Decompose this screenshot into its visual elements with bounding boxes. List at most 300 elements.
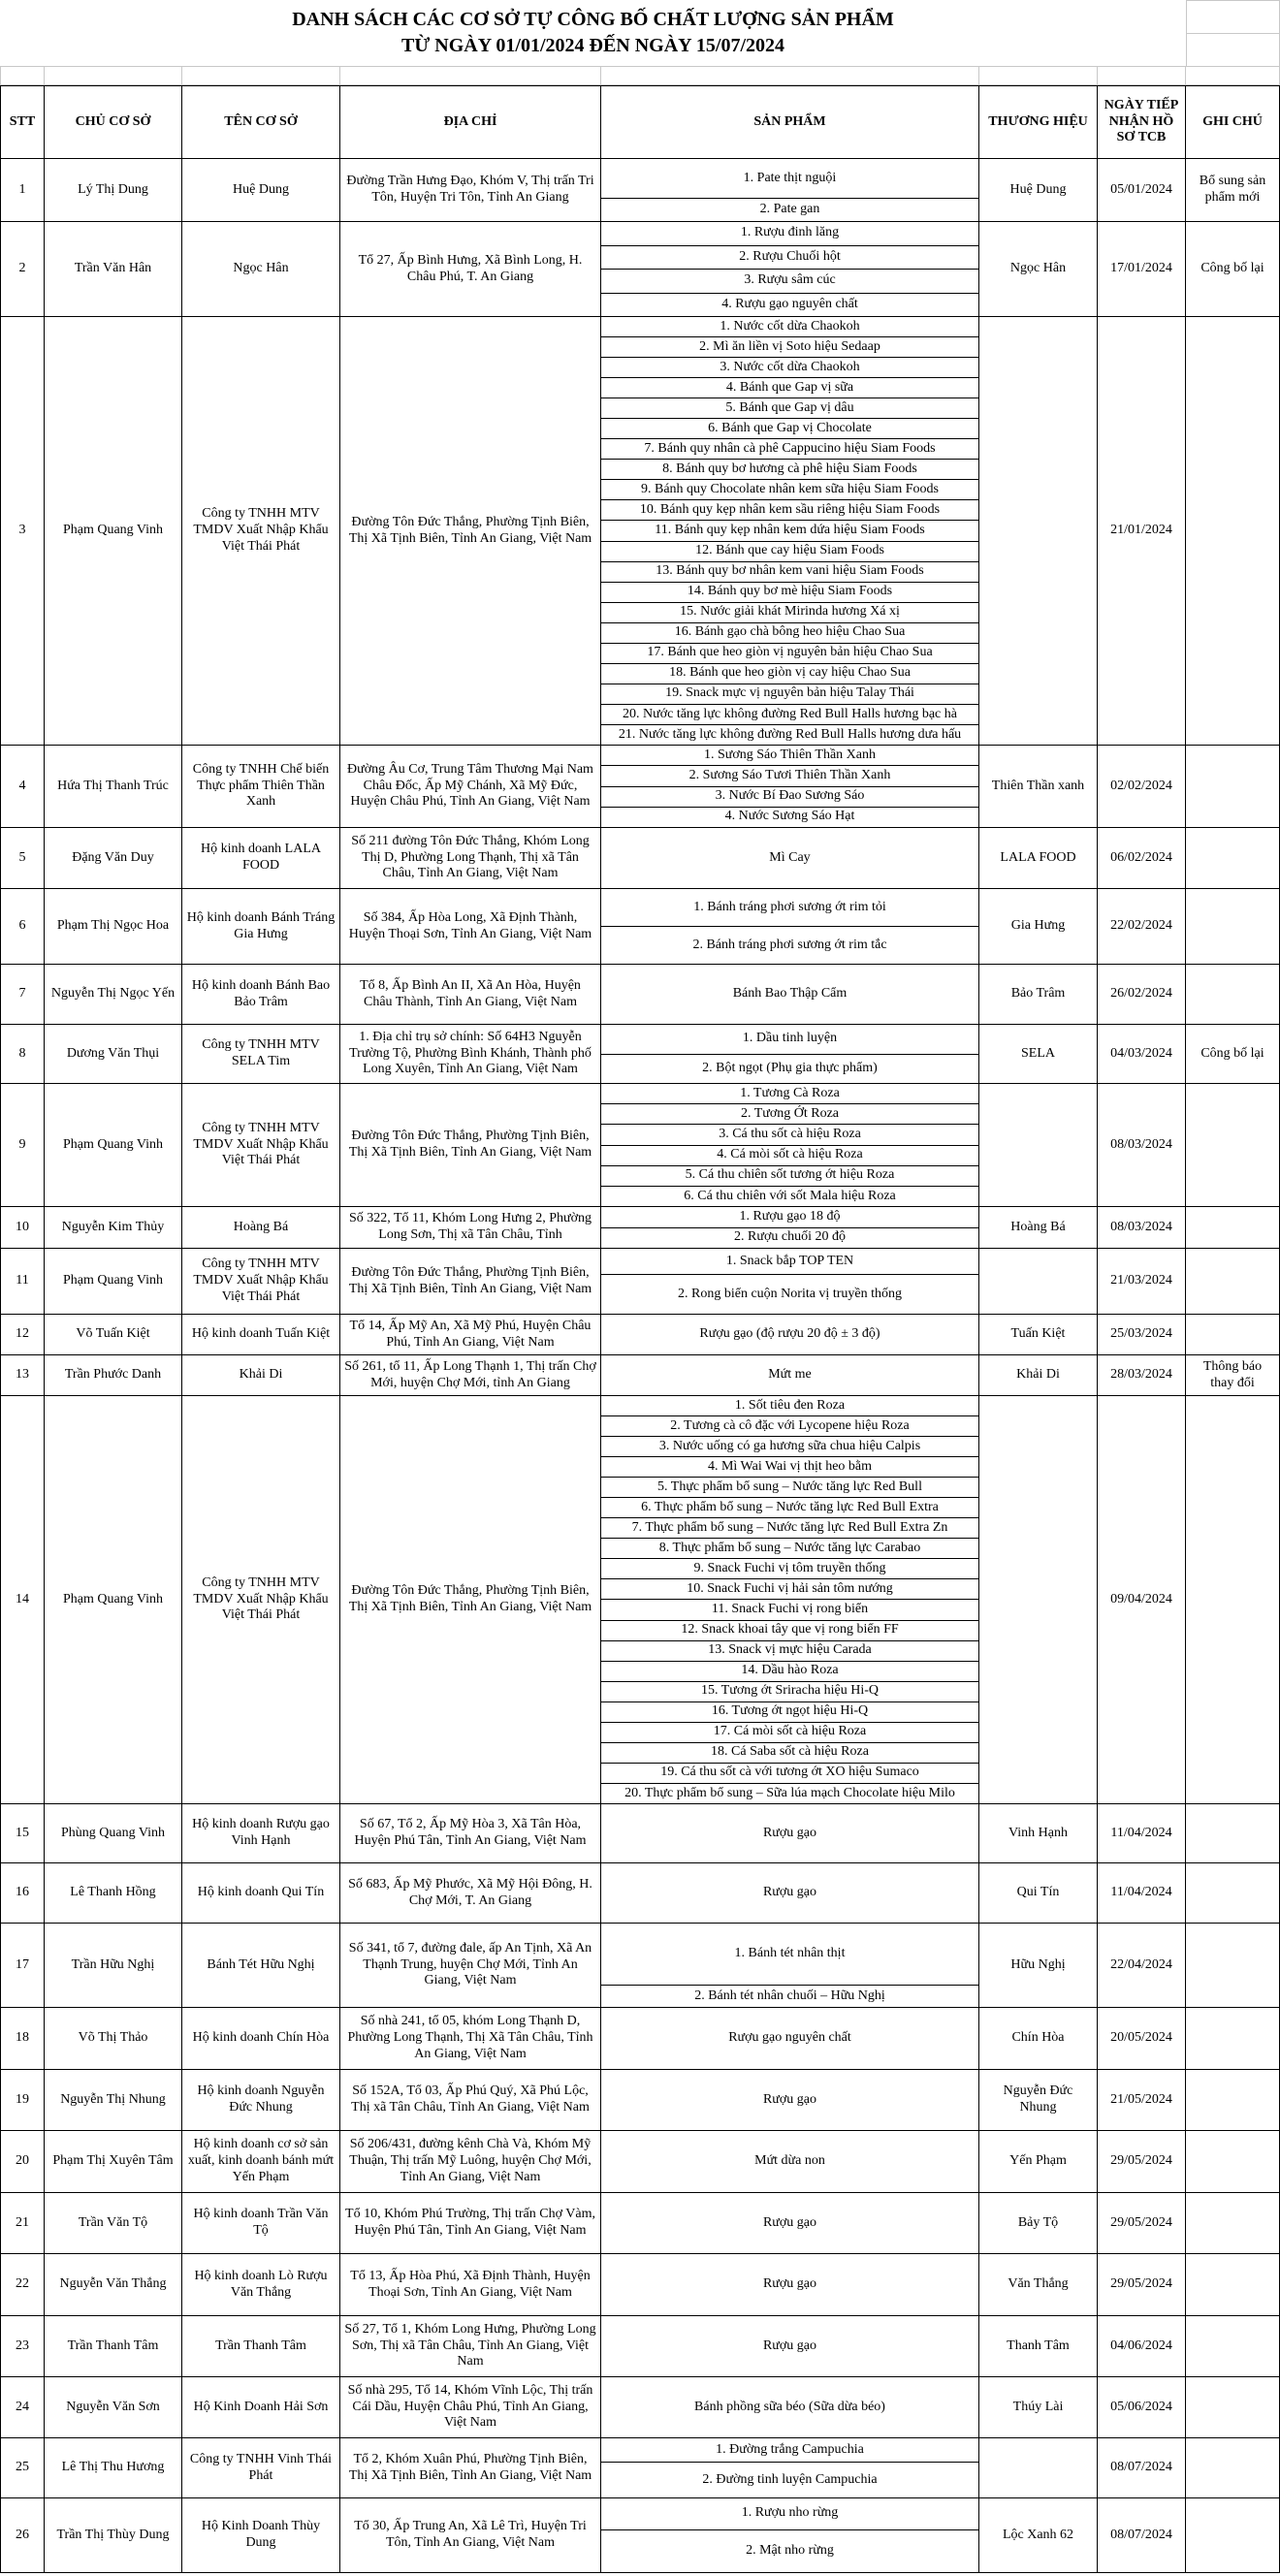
facility-name-cell: Ngọc Hân [182, 222, 340, 317]
products-cell [601, 889, 979, 965]
received-date-cell: 28/03/2024 [1098, 1355, 1186, 1396]
products-cell [601, 2316, 979, 2377]
brand-cell: Chín Hòa [979, 2008, 1098, 2070]
address-cell: Đường Âu Cơ, Trung Tâm Thương Mại Nam Châu Đốc, Ấp Mỹ Chánh, Xã Mỹ Đức, Huyện Châu Phú, Tỉnh An Giang, Việt Nam [340, 746, 601, 828]
stt-cell: 24 [0, 2377, 45, 2438]
owner-cell: Phạm Quang Vinh [45, 317, 182, 746]
table-row [0, 889, 1280, 965]
received-date-cell: 20/05/2024 [1098, 2008, 1186, 2070]
owner-cell: Trần Thanh Tâm [45, 2316, 182, 2377]
products-cell [601, 2498, 979, 2573]
empty-cell [1098, 66, 1186, 85]
brand-cell: Bảy Tộ [979, 2193, 1098, 2254]
note-cell: Bổ sung sản phẩm mới [1186, 159, 1280, 222]
owner-cell: Trần Phước Danh [45, 1355, 182, 1396]
stt-cell: 9 [0, 1084, 45, 1207]
brand-cell [979, 2438, 1098, 2498]
product-item: 6. Thực phẩm bổ sung – Nước tăng lực Red Bull Extra [601, 1497, 978, 1517]
note-cell [1186, 828, 1280, 889]
owner-cell: Phạm Quang Vinh [45, 1249, 182, 1315]
product-item: Mứt dừa non [754, 2153, 825, 2169]
brand-cell: Ngọc Hân [979, 222, 1098, 317]
products-cell [601, 1355, 979, 1396]
note-cell: Công bố lại [1186, 222, 1280, 317]
column-header-received-date: NGÀY TIẾP NHẬN HỒ SƠ TCB [1098, 85, 1186, 159]
address-cell: Đường Tôn Đức Thắng, Phường Tịnh Biên, Thị Xã Tịnh Biên, Tỉnh An Giang, Việt Nam [340, 1084, 601, 1207]
owner-cell: Trần Hữu Nghị [45, 1924, 182, 2008]
empty-spacer-row [0, 66, 1280, 85]
product-item: 2. Rượu Chuối hột [601, 245, 978, 270]
owner-cell: Phạm Quang Vinh [45, 1396, 182, 1804]
product-item: 4. Mì Wai Wai vị thịt heo bằm [601, 1456, 978, 1477]
products-cell [601, 1249, 979, 1315]
address-cell: Số nhà 241, tổ 05, khóm Long Thạnh D, Phường Long Thạnh, Thị Xã Tân Châu, Tỉnh An Giang, Việt Nam [340, 2008, 601, 2070]
column-header-note: GHI CHÚ [1186, 85, 1280, 159]
table-row [0, 317, 1280, 746]
address-cell: 1. Địa chỉ trụ sở chính: Số 64H3 Nguyễn Trường Tộ, Phường Bình Khánh, Thành phố Long Xuyên, Tỉnh An Giang, Việt Nam [340, 1025, 601, 1084]
stt-cell: 1 [0, 159, 45, 222]
received-date-cell: 21/01/2024 [1098, 317, 1186, 746]
note-cell [1186, 2008, 1280, 2070]
owner-cell: Lý Thị Dung [45, 159, 182, 222]
product-item: 1. Sương Sáo Thiên Thần Xanh [703, 747, 877, 762]
products-cell [601, 1924, 979, 2008]
facility-name-cell: Hộ Kinh Doanh Thùy Dung [182, 2498, 340, 2573]
product-item: 4. Cá mòi sốt cà hiệu Roza [601, 1145, 978, 1165]
product-item: 2. Rong biển cuộn Norita vị truyền thống [601, 1274, 978, 1314]
product-item: 1. Sốt tiêu đen Roza [734, 1397, 846, 1413]
document-subtitle: TỪ NGÀY 01/01/2024 ĐẾN NGÀY 15/07/2024 [401, 35, 784, 56]
address-cell: Số 206/431, đường kênh Chà Và, Khóm Mỹ Thuận, Thị trấn Mỹ Luông, huyện Chợ Mới, Tỉnh An Giang, Việt Nam [340, 2131, 601, 2193]
note-cell: Thông báo thay đổi [1186, 1355, 1280, 1396]
received-date-cell: 29/05/2024 [1098, 2254, 1186, 2316]
brand-cell [979, 1396, 1098, 1804]
product-item: 12. Bánh que cay hiệu Siam Foods [601, 541, 978, 561]
owner-cell: Nguyễn Thị Nhung [45, 2070, 182, 2131]
facility-name-cell: Công ty TNHH Chế biến Thực phẩm Thiên Thần Xanh [182, 746, 340, 828]
empty-cell [1186, 66, 1280, 85]
facility-name-cell: Huệ Dung [182, 159, 340, 222]
product-item: 2. Bánh tét nhân chuối – Hữu Nghị [601, 1985, 978, 2007]
note-cell [1186, 1804, 1280, 1863]
products-cell [601, 2008, 979, 2070]
product-item: 5. Cá thu chiên sốt tương ớt hiệu Roza [601, 1165, 978, 1186]
address-cell: Số 322, Tổ 11, Khóm Long Hưng 2, Phường Long Sơn, Thị xã Tân Châu, Tỉnh [340, 1207, 601, 1249]
received-date-cell: 08/07/2024 [1098, 2438, 1186, 2498]
products-cell [601, 1863, 979, 1924]
stt-cell: 15 [0, 1804, 45, 1863]
products-cell [601, 2254, 979, 2316]
product-item: Rượu gạo [762, 1885, 817, 1900]
product-item: 18. Bánh que heo giòn vị cay hiệu Chao Sua [601, 663, 978, 684]
stt-cell: 3 [0, 317, 45, 746]
products-cell [601, 2438, 979, 2498]
facility-name-cell: Hộ kinh doanh Nguyễn Đức Nhung [182, 2070, 340, 2131]
owner-cell: Nguyễn Thị Ngọc Yến [45, 965, 182, 1025]
gridline [1186, 0, 1280, 1]
product-item: 2. Mì ăn liền vị Soto hiệu Sedaap [601, 336, 978, 357]
product-item: 8. Bánh quy bơ hương cà phê hiệu Siam Foods [601, 459, 978, 479]
stt-cell: 16 [0, 1863, 45, 1924]
product-item: Rượu gạo [762, 2091, 817, 2107]
received-date-cell: 11/04/2024 [1098, 1804, 1186, 1863]
product-item: 13. Snack vị mực hiệu Carada [601, 1640, 978, 1661]
brand-cell: Thiên Thần xanh [979, 746, 1098, 828]
stt-cell: 2 [0, 222, 45, 317]
received-date-cell: 09/04/2024 [1098, 1396, 1186, 1804]
empty-cell [0, 66, 45, 85]
product-item: Rượu gạo [762, 2276, 817, 2292]
note-cell [1186, 1207, 1280, 1249]
product-item: Rượu gạo [762, 2337, 817, 2353]
brand-cell: Gia Hưng [979, 889, 1098, 965]
table-body [0, 159, 1280, 2573]
address-cell: Số 211 đường Tôn Đức Thắng, Khóm Long Thị D, Phường Long Thạnh, Thị xã Tân Châu, Tỉnh An Giang, Việt Nam [340, 828, 601, 889]
stt-cell: 18 [0, 2008, 45, 2070]
stt-cell: 12 [0, 1315, 45, 1355]
stt-cell: 6 [0, 889, 45, 965]
facility-name-cell: Khải Di [182, 1355, 340, 1396]
product-item: 4. Rượu gạo nguyên chất [601, 293, 978, 317]
product-item: Mứt me [768, 1367, 812, 1383]
column-header-products: SẢN PHẨM [601, 85, 979, 159]
product-item: Rượu gạo [762, 2214, 817, 2230]
address-cell: Số 152A, Tổ 03, Ấp Phú Quý, Xã Phú Lộc, Thị xã Tân Châu, Tỉnh An Giang, Việt Nam [340, 2070, 601, 2131]
products-cell [601, 1315, 979, 1355]
title-block [0, 7, 1186, 59]
table-row [0, 1025, 1280, 1084]
document-title: DANH SÁCH CÁC CƠ SỞ TỰ CÔNG BỐ CHẤT LƯỢNG SẢN PHẨM [292, 9, 894, 30]
product-item: 10. Snack Fuchi vị hải sản tôm nướng [601, 1578, 978, 1599]
stt-cell: 4 [0, 746, 45, 828]
product-item: 10. Bánh quy kẹp nhân kem sầu riêng hiệu Siam Foods [601, 499, 978, 520]
brand-cell: Tuấn Kiệt [979, 1315, 1098, 1355]
owner-cell: Dương Văn Thụi [45, 1025, 182, 1084]
note-cell [1186, 2316, 1280, 2377]
stt-cell: 25 [0, 2438, 45, 2498]
product-item: 20. Nước tăng lực không đường Red Bull Halls hương bạc hà [601, 704, 978, 724]
brand-cell [979, 1084, 1098, 1207]
brand-cell: Nguyễn Đức Nhung [979, 2070, 1098, 2131]
product-item: 19. Snack mực vị nguyên bản hiệu Talay Thái [601, 684, 978, 704]
address-cell: Tổ 2, Khóm Xuân Phú, Phường Tịnh Biên, Thị Xã Tịnh Biên, Tỉnh An Giang, Việt Nam [340, 2438, 601, 2498]
product-item: 2. Pate gan [601, 198, 978, 221]
note-cell [1186, 2254, 1280, 2316]
product-item: 5. Bánh que Gap vị dâu [601, 398, 978, 418]
product-item: 2. Mật nho rừng [601, 2529, 978, 2572]
owner-cell: Nguyễn Văn Sơn [45, 2377, 182, 2438]
received-date-cell: 26/02/2024 [1098, 965, 1186, 1025]
owner-cell: Nguyễn Văn Thắng [45, 2254, 182, 2316]
note-cell [1186, 2377, 1280, 2438]
facility-name-cell: Hộ kinh doanh Bánh Bao Bảo Trâm [182, 965, 340, 1025]
product-item: Rượu gạo nguyên chất [728, 2030, 851, 2046]
product-item: 7. Thực phẩm bổ sung – Nước tăng lực Red Bull Extra Zn [601, 1517, 978, 1538]
owner-cell: Võ Thị Thảo [45, 2008, 182, 2070]
product-item: Rượu gạo [762, 1825, 817, 1840]
product-item: 1. Nước cốt dừa Chaokoh [720, 318, 860, 334]
brand-cell: Hoàng Bá [979, 1207, 1098, 1249]
product-item: 6. Cá thu chiên với sốt Mala hiệu Roza [601, 1186, 978, 1206]
product-item: 1. Dầu tinh luyện [742, 1031, 838, 1046]
brand-cell: Qui Tín [979, 1863, 1098, 1924]
received-date-cell: 05/01/2024 [1098, 159, 1186, 222]
received-date-cell: 25/03/2024 [1098, 1315, 1186, 1355]
product-item: 3. Nước Bí Đao Sương Sáo [601, 786, 978, 807]
product-item: 18. Cá Saba sốt cà hiệu Roza [601, 1742, 978, 1763]
table-row [0, 2438, 1280, 2498]
facility-name-cell: Công ty TNHH MTV SELA Tim [182, 1025, 340, 1084]
facility-name-cell: Bánh Tét Hữu Nghị [182, 1924, 340, 2008]
received-date-cell: 11/04/2024 [1098, 1863, 1186, 1924]
product-item: 1. Pate thịt nguội [743, 170, 837, 185]
product-item: 1. Snack bắp TOP TEN [725, 1253, 854, 1268]
product-item: 15. Nước giải khát Mirinda hương Xá xị [601, 602, 978, 622]
product-item: 2. Bột ngọt (Phụ gia thực phẩm) [601, 1054, 978, 1084]
product-item: 2. Sương Sáo Tươi Thiên Thần Xanh [601, 765, 978, 785]
products-cell [601, 1207, 979, 1249]
product-item: 9. Snack Fuchi vị tôm truyền thống [601, 1558, 978, 1578]
owner-cell: Trần Thị Thùy Dung [45, 2498, 182, 2573]
brand-cell: Yến Phạm [979, 2131, 1098, 2193]
received-date-cell: 08/03/2024 [1098, 1207, 1186, 1249]
note-cell [1186, 746, 1280, 828]
product-item: 17. Cá mòi sốt cà hiệu Roza [601, 1722, 978, 1742]
address-cell: Đường Tôn Đức Thắng, Phường Tịnh Biên, Thị Xã Tịnh Biên, Tỉnh An Giang, Việt Nam [340, 1396, 601, 1804]
table-row [0, 1804, 1280, 1863]
product-item: 6. Bánh que Gap vị Chocolate [601, 418, 978, 438]
product-item: 8. Thực phẩm bổ sung – Nước tăng lực Carabao [601, 1538, 978, 1558]
stt-cell: 17 [0, 1924, 45, 2008]
address-cell: Tổ 8, Ấp Bình An II, Xã An Hòa, Huyện Châu Thành, Tỉnh An Giang, Việt Nam [340, 965, 601, 1025]
facility-name-cell: Hộ kinh doanh Bánh Tráng Gia Hưng [182, 889, 340, 965]
owner-cell: Hứa Thị Thanh Trúc [45, 746, 182, 828]
owner-cell: Nguyễn Kim Thủy [45, 1207, 182, 1249]
column-header-facility-name: TÊN CƠ SỞ [182, 85, 340, 159]
table-row [0, 746, 1280, 828]
received-date-cell: 05/06/2024 [1098, 2377, 1186, 2438]
received-date-cell: 29/05/2024 [1098, 2131, 1186, 2193]
product-item: Rượu gạo (độ rượu 20 độ ± 3 độ) [699, 1326, 880, 1342]
brand-cell: Vinh Hạnh [979, 1804, 1098, 1863]
received-date-cell: 22/04/2024 [1098, 1924, 1186, 2008]
note-cell [1186, 1249, 1280, 1315]
received-date-cell: 06/02/2024 [1098, 828, 1186, 889]
empty-cell [601, 66, 979, 85]
product-item: 16. Tương ớt ngọt hiệu Hi-Q [601, 1701, 978, 1722]
brand-cell: Thúy Lài [979, 2377, 1098, 2438]
products-cell [601, 965, 979, 1025]
stt-cell: 19 [0, 2070, 45, 2131]
facility-name-cell: Hộ kinh doanh Trần Văn Tộ [182, 2193, 340, 2254]
address-cell: Tổ 14, Ấp Mỹ An, Xã Mỹ Phú, Huyện Châu Phú, Tỉnh An Giang, Việt Nam [340, 1315, 601, 1355]
facility-name-cell: Hộ kinh doanh LALA FOOD [182, 828, 340, 889]
stt-cell: 22 [0, 2254, 45, 2316]
brand-cell: Thanh Tâm [979, 2316, 1098, 2377]
stt-cell: 8 [0, 1025, 45, 1084]
owner-cell: Trần Văn Tộ [45, 2193, 182, 2254]
owner-cell: Phùng Quang Vinh [45, 1804, 182, 1863]
facility-name-cell: Hộ kinh doanh Lò Rượu Văn Thắng [182, 2254, 340, 2316]
received-date-cell: 08/07/2024 [1098, 2498, 1186, 2573]
product-item: 3. Cá thu sốt cà hiệu Roza [601, 1124, 978, 1144]
stt-cell: 20 [0, 2131, 45, 2193]
brand-cell [979, 1249, 1098, 1315]
note-cell [1186, 1084, 1280, 1207]
product-item: 13. Bánh quy bơ nhân kem vani hiệu Siam Foods [601, 561, 978, 582]
product-item: 2. Đường tinh luyện Campuchia [601, 2462, 978, 2497]
table-row [0, 965, 1280, 1025]
address-cell: Số nhà 295, Tổ 14, Khóm Vĩnh Lộc, Thị trấn Cái Dầu, Huyện Châu Phú, Tỉnh An Giang, Việt Nam [340, 2377, 601, 2438]
table-row [0, 2070, 1280, 2131]
note-cell [1186, 889, 1280, 965]
stt-cell: 14 [0, 1396, 45, 1804]
facility-name-cell: Hộ kinh doanh cơ sở sản xuất, kinh doanh bánh mứt Yến Phạm [182, 2131, 340, 2193]
empty-cell [340, 66, 601, 85]
owner-cell: Lê Thị Thu Hương [45, 2438, 182, 2498]
table-row [0, 1315, 1280, 1355]
note-cell [1186, 317, 1280, 746]
note-cell [1186, 1863, 1280, 1924]
products-cell [601, 828, 979, 889]
table-row [0, 1863, 1280, 1924]
product-item: 1. Tương Cà Roza [740, 1085, 840, 1100]
brand-cell [979, 317, 1098, 746]
products-cell [601, 159, 979, 222]
product-item: 4. Bánh que Gap vị sữa [601, 377, 978, 398]
products-cell [601, 2193, 979, 2254]
products-cell [601, 2377, 979, 2438]
product-item: 4. Nước Sương Sáo Hạt [601, 807, 978, 827]
products-cell [601, 317, 979, 746]
title-area [0, 0, 1280, 66]
table-row [0, 2377, 1280, 2438]
owner-cell: Phạm Quang Vinh [45, 1084, 182, 1207]
product-item: 1. Rượu đinh lăng [740, 225, 840, 240]
stt-cell: 21 [0, 2193, 45, 2254]
product-item: 3. Nước uống có ga hương sữa chua hiệu Calpis [601, 1436, 978, 1456]
note-cell [1186, 2070, 1280, 2131]
table-row [0, 159, 1280, 222]
received-date-cell: 04/06/2024 [1098, 2316, 1186, 2377]
brand-cell: SELA [979, 1025, 1098, 1084]
products-cell [601, 1025, 979, 1084]
product-item: 2. Rượu chuối 20 độ [601, 1227, 978, 1249]
facility-name-cell: Hoàng Bá [182, 1207, 340, 1249]
product-item: Mì Cay [769, 849, 811, 865]
address-cell: Số 261, tổ 11, Ấp Long Thạnh 1, Thị trấn Chợ Mới, huyện Chợ Mới, tỉnh An Giang [340, 1355, 601, 1396]
stt-cell: 13 [0, 1355, 45, 1396]
received-date-cell: 17/01/2024 [1098, 222, 1186, 317]
address-cell: Tổ 27, Ấp Bình Hưng, Xã Bình Long, H. Châu Phú, T. An Giang [340, 222, 601, 317]
address-cell: Đường Trần Hưng Đạo, Khóm V, Thị trấn Tri Tôn, Huyện Tri Tôn, Tỉnh An Giang [340, 159, 601, 222]
table-row [0, 2008, 1280, 2070]
product-item: Bánh Bao Thập Cẩm [732, 986, 848, 1002]
address-cell: Tổ 13, Ấp Hòa Phú, Xã Định Thành, Huyện Thoại Sơn, Tỉnh An Giang, Việt Nam [340, 2254, 601, 2316]
received-date-cell: 29/05/2024 [1098, 2193, 1186, 2254]
brand-cell: LALA FOOD [979, 828, 1098, 889]
product-item: 1. Rượu nho rừng [741, 2505, 839, 2521]
product-item: 20. Thực phẩm bổ sung – Sữa lúa mạch Chocolate hiệu Milo [601, 1783, 978, 1803]
stt-cell: 26 [0, 2498, 45, 2573]
facility-name-cell: Công ty TNHH MTV TMDV Xuất Nhập Khẩu Việt Thái Phát [182, 317, 340, 746]
address-cell: Số 27, Tổ 1, Khóm Long Hưng, Phường Long Sơn, Thị xã Tân Châu, Tỉnh An Giang, Việt Nam [340, 2316, 601, 2377]
products-cell [601, 222, 979, 317]
product-item: 2. Tương Ớt Roza [601, 1103, 978, 1124]
table-row [0, 1924, 1280, 2008]
products-cell [601, 2070, 979, 2131]
address-cell: Đường Tôn Đức Thắng, Phường Tịnh Biên, Thị Xã Tịnh Biên, Tỉnh An Giang, Việt Nam [340, 1249, 601, 1315]
product-item: 14. Dầu hào Roza [601, 1661, 978, 1681]
note-cell [1186, 2498, 1280, 2573]
product-item: 2. Tương cà cô đặc với Lycopene hiệu Roza [601, 1415, 978, 1436]
product-item: 3. Rượu sâm cúc [601, 269, 978, 293]
products-cell [601, 1396, 979, 1804]
stt-cell: 23 [0, 2316, 45, 2377]
received-date-cell: 02/02/2024 [1098, 746, 1186, 828]
address-cell: Số 341, tổ 7, đường đale, ấp An Tịnh, Xã An Thạnh Trung, huyện Chợ Mới, Tỉnh An Giang, Việt Nam [340, 1924, 601, 2008]
table-row [0, 222, 1280, 317]
address-cell: Đường Tôn Đức Thắng, Phường Tịnh Biên, Thị Xã Tịnh Biên, Tỉnh An Giang, Việt Nam [340, 317, 601, 746]
product-item: 9. Bánh quy Chocolate nhân kem sữa hiệu Siam Foods [601, 479, 978, 499]
address-cell: Số 683, Ấp Mỹ Phước, Xã Mỹ Hội Đông, H. Chợ Mới, T. An Giang [340, 1863, 601, 1924]
table-row [0, 1249, 1280, 1315]
product-item: 1. Đường trắng Campuchia [716, 2441, 864, 2457]
gridline [1186, 33, 1280, 34]
stt-cell: 10 [0, 1207, 45, 1249]
column-header-stt: STT [0, 85, 45, 159]
product-item: 16. Bánh gạo chà bông heo hiệu Chao Sua [601, 622, 978, 643]
table-row [0, 2193, 1280, 2254]
product-item: 2. Bánh tráng phơi sương ớt rim tắc [601, 926, 978, 964]
owner-cell: Phạm Thị Ngọc Hoa [45, 889, 182, 965]
note-cell [1186, 2438, 1280, 2498]
product-item: 19. Cá thu sốt cà với tương ớt XO hiệu Sumaco [601, 1763, 978, 1783]
product-item: Bánh phồng sữa béo (Sữa dừa béo) [694, 2399, 885, 2414]
owner-cell: Đặng Văn Duy [45, 828, 182, 889]
address-cell: Tổ 10, Khóm Phú Trường, Thị trấn Chợ Vàm, Huyện Phú Tân, Tỉnh An Giang, Việt Nam [340, 2193, 601, 2254]
facility-name-cell: Hộ kinh doanh Tuấn Kiệt [182, 1315, 340, 1355]
facility-name-cell: Hộ kinh doanh Rượu gạo Vinh Hạnh [182, 1804, 340, 1863]
owner-cell: Lê Thanh Hồng [45, 1863, 182, 1924]
table-row [0, 1207, 1280, 1249]
note-cell [1186, 1396, 1280, 1804]
product-item: 12. Snack khoai tây que vị rong biển FF [601, 1620, 978, 1640]
received-date-cell: 21/05/2024 [1098, 2070, 1186, 2131]
note-cell [1186, 2131, 1280, 2193]
product-item: 21. Nước tăng lực không đường Red Bull Halls hương dưa hấu [601, 724, 978, 745]
product-item: 5. Thực phẩm bổ sung – Nước tăng lực Red Bull [601, 1477, 978, 1497]
empty-cell [979, 66, 1098, 85]
column-header-address: ĐỊA CHỈ [340, 85, 601, 159]
address-cell: Số 67, Tổ 2, Ấp Mỹ Hòa 3, Xã Tân Hòa, Huyện Phú Tân, Tỉnh An Giang, Việt Nam [340, 1804, 601, 1863]
brand-cell: Khải Di [979, 1355, 1098, 1396]
table-row [0, 1355, 1280, 1396]
note-cell [1186, 965, 1280, 1025]
facility-name-cell: Công ty TNHH MTV TMDV Xuất Nhập Khẩu Việt Thái Phát [182, 1249, 340, 1315]
note-cell [1186, 1315, 1280, 1355]
brand-cell: Huệ Dung [979, 159, 1098, 222]
note-cell: Công bố lại [1186, 1025, 1280, 1084]
product-item: 14. Bánh quy bơ mè hiệu Siam Foods [601, 582, 978, 602]
product-item: 1. Bánh tét nhân thịt [734, 1946, 846, 1961]
brand-cell: Bảo Trâm [979, 965, 1098, 1025]
product-item: 7. Bánh quy nhân cà phê Cappucino hiệu Siam Foods [601, 438, 978, 459]
product-item: 1. Rượu gạo 18 độ [739, 1208, 841, 1224]
table-header-row [0, 85, 1280, 159]
product-item: 1. Bánh tráng phơi sương ớt rim tỏi [693, 899, 886, 914]
brand-cell: Lộc Xanh 62 [979, 2498, 1098, 2573]
